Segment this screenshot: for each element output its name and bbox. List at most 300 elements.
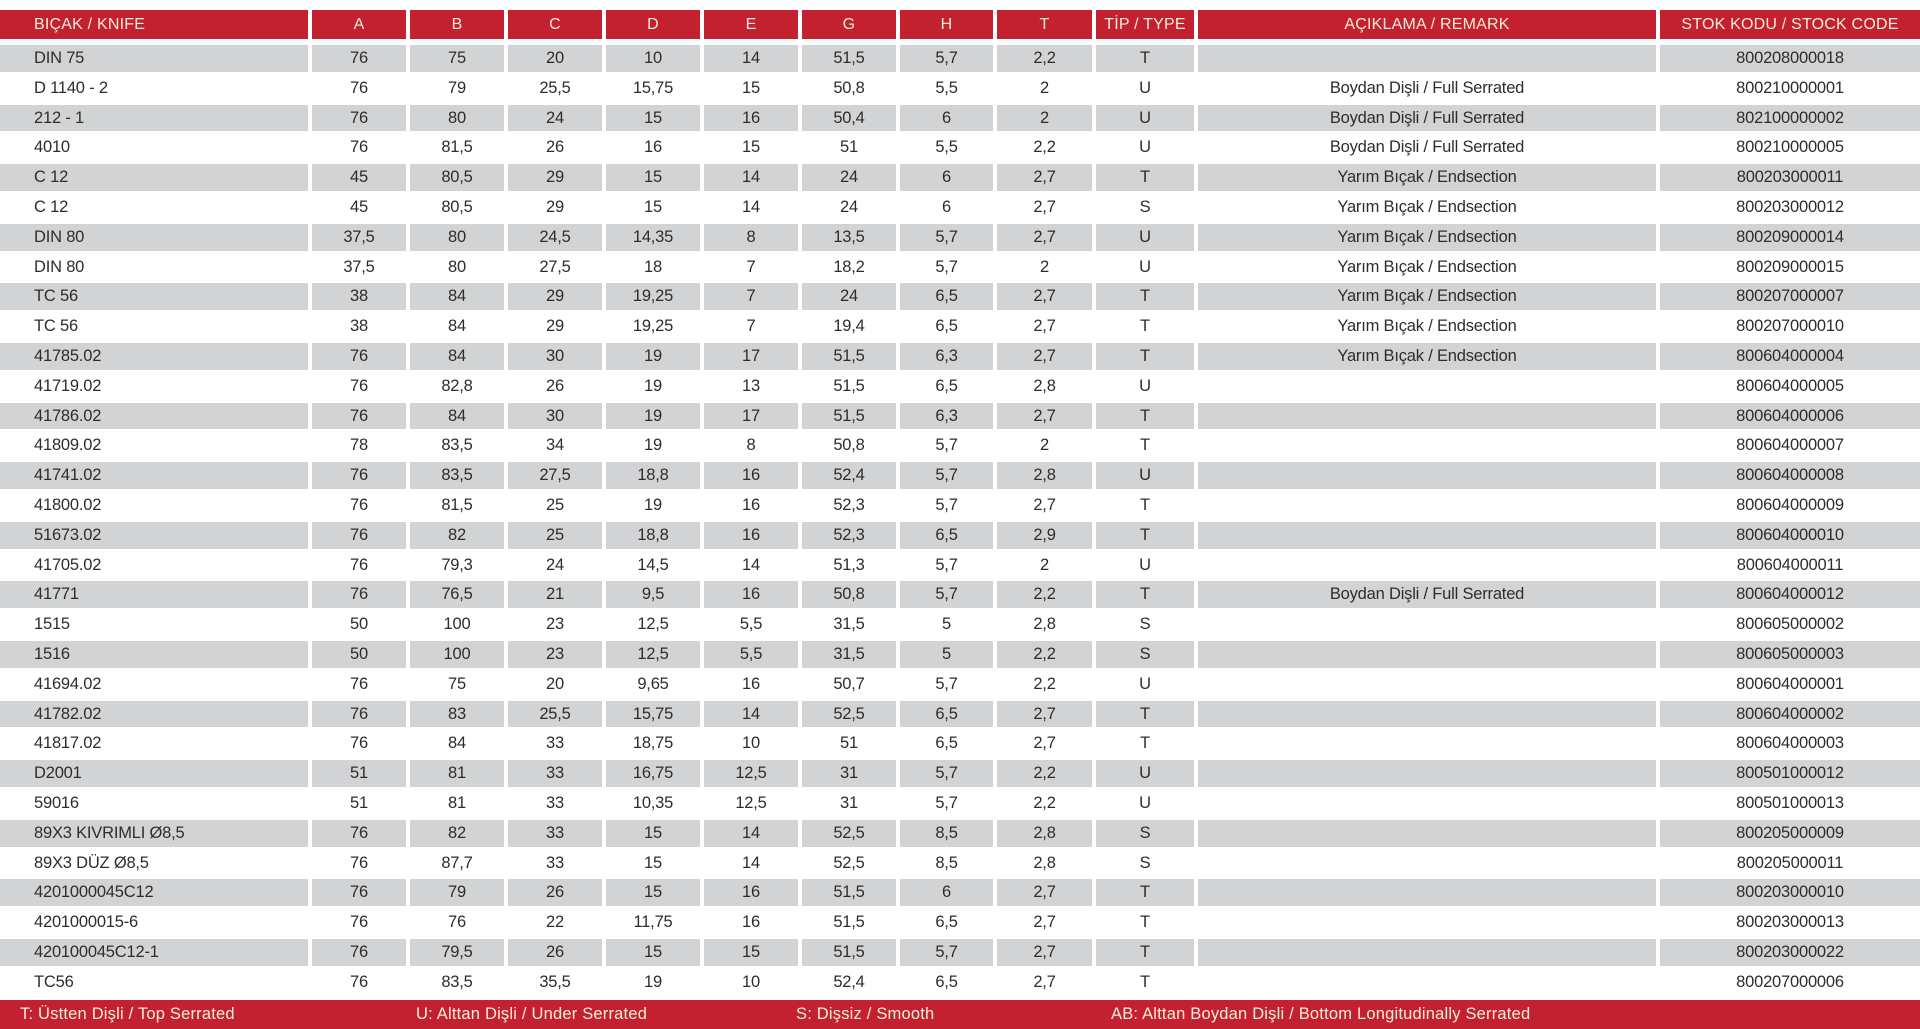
stock-code-cell: 800501000013 xyxy=(1660,790,1920,817)
dim-a-cell: 38 xyxy=(312,313,406,340)
dim-h-cell: 6 xyxy=(900,164,993,191)
table-row xyxy=(0,671,1920,698)
dim-d-cell: 9,65 xyxy=(606,671,700,698)
remark-cell xyxy=(1198,850,1656,877)
dim-h-cell: 6,3 xyxy=(900,343,993,370)
dim-b-cell: 84 xyxy=(410,313,504,340)
dim-t-cell: 2,8 xyxy=(997,611,1092,638)
dim-e-cell: 16 xyxy=(704,492,798,519)
dim-a-cell: 76 xyxy=(312,850,406,877)
dim-c-cell: 30 xyxy=(508,343,602,370)
dim-g-cell: 24 xyxy=(802,194,896,221)
remark-cell: Boydan Dişli / Full Serrated xyxy=(1198,581,1656,608)
knife-name-cell: 41741.02 xyxy=(0,462,308,489)
knife-name-cell: 41785.02 xyxy=(0,343,308,370)
stock-code-cell: 800604000001 xyxy=(1660,671,1920,698)
knife-name-cell: C 12 xyxy=(0,164,308,191)
remark-cell: Boydan Dişli / Full Serrated xyxy=(1198,105,1656,132)
dim-g-cell: 52,5 xyxy=(802,820,896,847)
type-cell: T xyxy=(1096,45,1194,72)
stock-code-cell: 800203000022 xyxy=(1660,939,1920,966)
stock-code-cell: 800501000012 xyxy=(1660,760,1920,787)
remark-cell xyxy=(1198,641,1656,668)
dim-a-cell: 76 xyxy=(312,75,406,102)
dim-a-cell: 76 xyxy=(312,45,406,72)
remark-cell xyxy=(1198,879,1656,906)
dim-a-cell: 76 xyxy=(312,552,406,579)
dim-a-cell: 45 xyxy=(312,194,406,221)
dim-t-cell: 2,2 xyxy=(997,760,1092,787)
dim-a-cell: 37,5 xyxy=(312,224,406,251)
dim-e-cell: 7 xyxy=(704,313,798,340)
dim-d-cell: 16,75 xyxy=(606,760,700,787)
dim-c-cell: 23 xyxy=(508,641,602,668)
stock-code-cell: 800210000001 xyxy=(1660,75,1920,102)
dim-b-cell: 80 xyxy=(410,254,504,281)
dim-c-cell: 26 xyxy=(508,879,602,906)
stock-code-cell: 800203000010 xyxy=(1660,879,1920,906)
dim-e-cell: 12,5 xyxy=(704,790,798,817)
remark-cell: Boydan Dişli / Full Serrated xyxy=(1198,134,1656,161)
dim-e-cell: 7 xyxy=(704,254,798,281)
dim-c-cell: 24 xyxy=(508,105,602,132)
knife-name-cell: 41719.02 xyxy=(0,373,308,400)
dim-b-cell: 80,5 xyxy=(410,164,504,191)
knife-name-cell: C 12 xyxy=(0,194,308,221)
table-row xyxy=(0,522,1920,549)
dim-e-cell: 16 xyxy=(704,522,798,549)
stock-code-cell: 800604000004 xyxy=(1660,343,1920,370)
dim-a-cell: 76 xyxy=(312,730,406,757)
dim-d-cell: 15 xyxy=(606,194,700,221)
dim-c-cell: 25,5 xyxy=(508,75,602,102)
table-row xyxy=(0,164,1920,191)
knife-name-cell: TC 56 xyxy=(0,283,308,310)
dim-e-cell: 16 xyxy=(704,581,798,608)
column-header-remark: AÇIKLAMA / REMARK xyxy=(1198,10,1656,39)
column-header-dim-g: G xyxy=(802,10,896,39)
dim-d-cell: 15 xyxy=(606,879,700,906)
dim-h-cell: 6,5 xyxy=(900,522,993,549)
table-row xyxy=(0,730,1920,757)
knife-name-cell: D 1140 - 2 xyxy=(0,75,308,102)
dim-a-cell: 76 xyxy=(312,492,406,519)
remark-cell xyxy=(1198,909,1656,936)
type-cell: T xyxy=(1096,701,1194,728)
stock-code-cell: 800604000010 xyxy=(1660,522,1920,549)
dim-c-cell: 22 xyxy=(508,909,602,936)
dim-g-cell: 50,7 xyxy=(802,671,896,698)
knife-name-cell: 212 - 1 xyxy=(0,105,308,132)
dim-t-cell: 2 xyxy=(997,552,1092,579)
type-cell: T xyxy=(1096,909,1194,936)
dim-c-cell: 30 xyxy=(508,403,602,430)
dim-d-cell: 15,75 xyxy=(606,75,700,102)
stock-code-cell: 800209000015 xyxy=(1660,254,1920,281)
stock-code-cell: 800207000006 xyxy=(1660,969,1920,996)
remark-cell xyxy=(1198,373,1656,400)
dim-h-cell: 5,7 xyxy=(900,552,993,579)
stock-code-cell: 800604000011 xyxy=(1660,552,1920,579)
dim-e-cell: 14 xyxy=(704,820,798,847)
dim-g-cell: 24 xyxy=(802,164,896,191)
dim-g-cell: 51,5 xyxy=(802,939,896,966)
type-cell: S xyxy=(1096,850,1194,877)
dim-h-cell: 5,5 xyxy=(900,75,993,102)
knife-name-cell: 41809.02 xyxy=(0,432,308,459)
knife-name-cell: 4010 xyxy=(0,134,308,161)
knife-name-cell: 1515 xyxy=(0,611,308,638)
type-cell: S xyxy=(1096,641,1194,668)
dim-t-cell: 2,7 xyxy=(997,939,1092,966)
dim-h-cell: 5,7 xyxy=(900,790,993,817)
dim-t-cell: 2,7 xyxy=(997,343,1092,370)
stock-code-cell: 800205000009 xyxy=(1660,820,1920,847)
knife-name-cell: 41771 xyxy=(0,581,308,608)
dim-g-cell: 50,4 xyxy=(802,105,896,132)
knife-name-cell: 41705.02 xyxy=(0,552,308,579)
dim-h-cell: 5 xyxy=(900,611,993,638)
dim-g-cell: 51,5 xyxy=(802,373,896,400)
column-header-dim-h: H xyxy=(900,10,993,39)
dim-a-cell: 51 xyxy=(312,760,406,787)
dim-h-cell: 6,5 xyxy=(900,313,993,340)
dim-g-cell: 13,5 xyxy=(802,224,896,251)
table-row xyxy=(0,194,1920,221)
dim-b-cell: 79,3 xyxy=(410,552,504,579)
stock-code-cell: 802100000002 xyxy=(1660,105,1920,132)
remark-cell: Boydan Dişli / Full Serrated xyxy=(1198,75,1656,102)
dim-g-cell: 52,5 xyxy=(802,850,896,877)
column-header-dim-e: E xyxy=(704,10,798,39)
dim-t-cell: 2,7 xyxy=(997,909,1092,936)
table-row xyxy=(0,909,1920,936)
dim-t-cell: 2,7 xyxy=(997,403,1092,430)
dim-e-cell: 5,5 xyxy=(704,611,798,638)
type-cell: T xyxy=(1096,403,1194,430)
dim-e-cell: 14 xyxy=(704,552,798,579)
dim-h-cell: 5,7 xyxy=(900,581,993,608)
dim-d-cell: 19 xyxy=(606,373,700,400)
stock-code-cell: 800604000005 xyxy=(1660,373,1920,400)
dim-d-cell: 12,5 xyxy=(606,641,700,668)
column-header-dim-d: D xyxy=(606,10,700,39)
table-row xyxy=(0,432,1920,459)
dim-t-cell: 2,7 xyxy=(997,194,1092,221)
dim-h-cell: 6,5 xyxy=(900,730,993,757)
dim-b-cell: 80 xyxy=(410,105,504,132)
dim-h-cell: 6,5 xyxy=(900,701,993,728)
dim-d-cell: 12,5 xyxy=(606,611,700,638)
type-cell: T xyxy=(1096,730,1194,757)
type-cell: T xyxy=(1096,283,1194,310)
dim-g-cell: 31 xyxy=(802,760,896,787)
dim-h-cell: 6 xyxy=(900,879,993,906)
dim-c-cell: 20 xyxy=(508,45,602,72)
dim-c-cell: 33 xyxy=(508,760,602,787)
stock-code-cell: 800604000003 xyxy=(1660,730,1920,757)
dim-g-cell: 50,8 xyxy=(802,75,896,102)
table-row xyxy=(0,254,1920,281)
dim-a-cell: 78 xyxy=(312,432,406,459)
dim-h-cell: 6,5 xyxy=(900,373,993,400)
knife-name-cell: 59016 xyxy=(0,790,308,817)
dim-b-cell: 84 xyxy=(410,283,504,310)
knife-name-cell: 420100045C12-1 xyxy=(0,939,308,966)
dim-d-cell: 19 xyxy=(606,432,700,459)
dim-c-cell: 33 xyxy=(508,850,602,877)
table-row xyxy=(0,343,1920,370)
column-header-dim-b: B xyxy=(410,10,504,39)
remark-cell: Yarım Bıçak / Endsection xyxy=(1198,194,1656,221)
dim-e-cell: 10 xyxy=(704,969,798,996)
remark-cell xyxy=(1198,492,1656,519)
knife-name-cell: 1516 xyxy=(0,641,308,668)
dim-c-cell: 25 xyxy=(508,492,602,519)
remark-cell: Yarım Bıçak / Endsection xyxy=(1198,254,1656,281)
table-row xyxy=(0,552,1920,579)
dim-h-cell: 5 xyxy=(900,641,993,668)
dim-g-cell: 24 xyxy=(802,283,896,310)
column-header-dim-c: C xyxy=(508,10,602,39)
dim-e-cell: 15 xyxy=(704,939,798,966)
type-cell: U xyxy=(1096,462,1194,489)
type-cell: T xyxy=(1096,522,1194,549)
table-row xyxy=(0,403,1920,430)
dim-b-cell: 83,5 xyxy=(410,462,504,489)
remark-cell xyxy=(1198,730,1656,757)
dim-c-cell: 33 xyxy=(508,730,602,757)
knife-name-cell: 41782.02 xyxy=(0,701,308,728)
dim-b-cell: 81,5 xyxy=(410,134,504,161)
dim-a-cell: 76 xyxy=(312,522,406,549)
knife-name-cell: DIN 80 xyxy=(0,224,308,251)
dim-h-cell: 5,7 xyxy=(900,939,993,966)
remark-cell xyxy=(1198,760,1656,787)
dim-t-cell: 2,2 xyxy=(997,134,1092,161)
dim-b-cell: 75 xyxy=(410,671,504,698)
dim-d-cell: 14,35 xyxy=(606,224,700,251)
dim-b-cell: 87,7 xyxy=(410,850,504,877)
stock-code-cell: 800203000011 xyxy=(1660,164,1920,191)
legend-smooth: S: Dişsiz / Smooth xyxy=(796,1005,935,1023)
dim-d-cell: 18,75 xyxy=(606,730,700,757)
dim-d-cell: 19 xyxy=(606,403,700,430)
table-header-row xyxy=(0,10,1920,39)
type-cell: T xyxy=(1096,879,1194,906)
dim-h-cell: 5,7 xyxy=(900,45,993,72)
dim-t-cell: 2 xyxy=(997,254,1092,281)
knife-name-cell: DIN 75 xyxy=(0,45,308,72)
dim-e-cell: 16 xyxy=(704,879,798,906)
dim-h-cell: 6,5 xyxy=(900,283,993,310)
dim-b-cell: 80 xyxy=(410,224,504,251)
stock-code-cell: 800604000009 xyxy=(1660,492,1920,519)
dim-t-cell: 2,8 xyxy=(997,820,1092,847)
dim-g-cell: 51,3 xyxy=(802,552,896,579)
dim-t-cell: 2 xyxy=(997,75,1092,102)
type-cell: U xyxy=(1096,75,1194,102)
knife-name-cell: 41694.02 xyxy=(0,671,308,698)
stock-code-cell: 800209000014 xyxy=(1660,224,1920,251)
dim-c-cell: 26 xyxy=(508,939,602,966)
dim-e-cell: 8 xyxy=(704,432,798,459)
stock-code-cell: 800210000005 xyxy=(1660,134,1920,161)
dim-h-cell: 5,7 xyxy=(900,432,993,459)
table-row xyxy=(0,45,1920,72)
dim-g-cell: 51,5 xyxy=(802,879,896,906)
column-header-type: TİP / TYPE xyxy=(1096,10,1194,39)
knife-name-cell: 89X3 KIVRIMLI Ø8,5 xyxy=(0,820,308,847)
dim-e-cell: 14 xyxy=(704,850,798,877)
dim-c-cell: 27,5 xyxy=(508,462,602,489)
dim-e-cell: 12,5 xyxy=(704,760,798,787)
remark-cell xyxy=(1198,432,1656,459)
remark-cell xyxy=(1198,522,1656,549)
dim-c-cell: 21 xyxy=(508,581,602,608)
dim-c-cell: 34 xyxy=(508,432,602,459)
dim-a-cell: 76 xyxy=(312,581,406,608)
stock-code-cell: 800207000010 xyxy=(1660,313,1920,340)
dim-e-cell: 15 xyxy=(704,75,798,102)
stock-code-cell: 800207000007 xyxy=(1660,283,1920,310)
dim-d-cell: 10 xyxy=(606,45,700,72)
stock-code-cell: 800205000011 xyxy=(1660,850,1920,877)
dim-b-cell: 81,5 xyxy=(410,492,504,519)
dim-t-cell: 2,7 xyxy=(997,969,1092,996)
table-row xyxy=(0,581,1920,608)
dim-d-cell: 19 xyxy=(606,492,700,519)
dim-c-cell: 29 xyxy=(508,164,602,191)
knife-name-cell: 89X3 DÜZ Ø8,5 xyxy=(0,850,308,877)
dim-e-cell: 14 xyxy=(704,164,798,191)
dim-b-cell: 79 xyxy=(410,75,504,102)
dim-h-cell: 5,7 xyxy=(900,760,993,787)
dim-t-cell: 2,2 xyxy=(997,790,1092,817)
dim-b-cell: 84 xyxy=(410,343,504,370)
dim-a-cell: 76 xyxy=(312,879,406,906)
dim-c-cell: 25,5 xyxy=(508,701,602,728)
dim-e-cell: 10 xyxy=(704,730,798,757)
dim-e-cell: 14 xyxy=(704,194,798,221)
dim-t-cell: 2,7 xyxy=(997,224,1092,251)
dim-d-cell: 14,5 xyxy=(606,552,700,579)
dim-t-cell: 2,8 xyxy=(997,462,1092,489)
type-cell: U xyxy=(1096,671,1194,698)
dim-t-cell: 2,7 xyxy=(997,164,1092,191)
dim-d-cell: 9,5 xyxy=(606,581,700,608)
dim-a-cell: 76 xyxy=(312,403,406,430)
dim-c-cell: 35,5 xyxy=(508,969,602,996)
remark-cell xyxy=(1198,45,1656,72)
remark-cell xyxy=(1198,969,1656,996)
dim-c-cell: 33 xyxy=(508,820,602,847)
knife-name-cell: 4201000015-6 xyxy=(0,909,308,936)
remark-cell: Yarım Bıçak / Endsection xyxy=(1198,283,1656,310)
type-cell: U xyxy=(1096,373,1194,400)
dim-d-cell: 15 xyxy=(606,939,700,966)
dim-t-cell: 2,7 xyxy=(997,730,1092,757)
dim-d-cell: 19,25 xyxy=(606,283,700,310)
remark-cell: Yarım Bıçak / Endsection xyxy=(1198,224,1656,251)
table-row xyxy=(0,105,1920,132)
stock-code-cell: 800604000012 xyxy=(1660,581,1920,608)
dim-g-cell: 31 xyxy=(802,790,896,817)
dim-b-cell: 75 xyxy=(410,45,504,72)
dim-e-cell: 16 xyxy=(704,671,798,698)
dim-d-cell: 11,75 xyxy=(606,909,700,936)
type-cell: S xyxy=(1096,611,1194,638)
dim-h-cell: 6 xyxy=(900,194,993,221)
legend-bar xyxy=(0,1000,1920,1029)
column-header-dim-t: T xyxy=(997,10,1092,39)
dim-g-cell: 51 xyxy=(802,134,896,161)
remark-cell xyxy=(1198,611,1656,638)
dim-b-cell: 83,5 xyxy=(410,432,504,459)
legend-top-serrated: T: Üstten Dişli / Top Serrated xyxy=(20,1005,235,1023)
stock-code-cell: 800604000008 xyxy=(1660,462,1920,489)
dim-h-cell: 6 xyxy=(900,105,993,132)
dim-b-cell: 83 xyxy=(410,701,504,728)
dim-b-cell: 81 xyxy=(410,790,504,817)
dim-g-cell: 50,8 xyxy=(802,581,896,608)
type-cell: U xyxy=(1096,790,1194,817)
stock-code-cell: 800208000018 xyxy=(1660,45,1920,72)
knife-name-cell: TC 56 xyxy=(0,313,308,340)
dim-a-cell: 45 xyxy=(312,164,406,191)
table-row xyxy=(0,939,1920,966)
dim-e-cell: 8 xyxy=(704,224,798,251)
dim-b-cell: 81 xyxy=(410,760,504,787)
dim-c-cell: 29 xyxy=(508,313,602,340)
dim-h-cell: 5,7 xyxy=(900,671,993,698)
type-cell: U xyxy=(1096,552,1194,579)
legend-bottom-longitudinally-serrated: AB: Alttan Boydan Dişli / Bottom Longitudinally Serrated xyxy=(1111,1005,1531,1023)
dim-a-cell: 38 xyxy=(312,283,406,310)
remark-cell xyxy=(1198,701,1656,728)
stock-code-cell: 800605000002 xyxy=(1660,611,1920,638)
type-cell: U xyxy=(1096,224,1194,251)
dim-g-cell: 52,5 xyxy=(802,701,896,728)
dim-c-cell: 29 xyxy=(508,283,602,310)
type-cell: U xyxy=(1096,760,1194,787)
dim-a-cell: 76 xyxy=(312,105,406,132)
remark-cell xyxy=(1198,552,1656,579)
dim-c-cell: 29 xyxy=(508,194,602,221)
dim-e-cell: 17 xyxy=(704,343,798,370)
dim-e-cell: 15 xyxy=(704,134,798,161)
dim-a-cell: 76 xyxy=(312,939,406,966)
table-row xyxy=(0,492,1920,519)
dim-g-cell: 51,5 xyxy=(802,909,896,936)
dim-t-cell: 2,2 xyxy=(997,45,1092,72)
remark-cell xyxy=(1198,403,1656,430)
dim-e-cell: 5,5 xyxy=(704,641,798,668)
stock-code-cell: 800203000012 xyxy=(1660,194,1920,221)
dim-b-cell: 76 xyxy=(410,909,504,936)
dim-d-cell: 18,8 xyxy=(606,462,700,489)
table-row xyxy=(0,224,1920,251)
table-row xyxy=(0,75,1920,102)
dim-a-cell: 76 xyxy=(312,373,406,400)
dim-g-cell: 31,5 xyxy=(802,611,896,638)
type-cell: T xyxy=(1096,492,1194,519)
dim-h-cell: 5,7 xyxy=(900,462,993,489)
knife-name-cell: DIN 80 xyxy=(0,254,308,281)
knife-name-cell: 51673.02 xyxy=(0,522,308,549)
knife-name-cell: 41817.02 xyxy=(0,730,308,757)
knife-name-cell: 41800.02 xyxy=(0,492,308,519)
